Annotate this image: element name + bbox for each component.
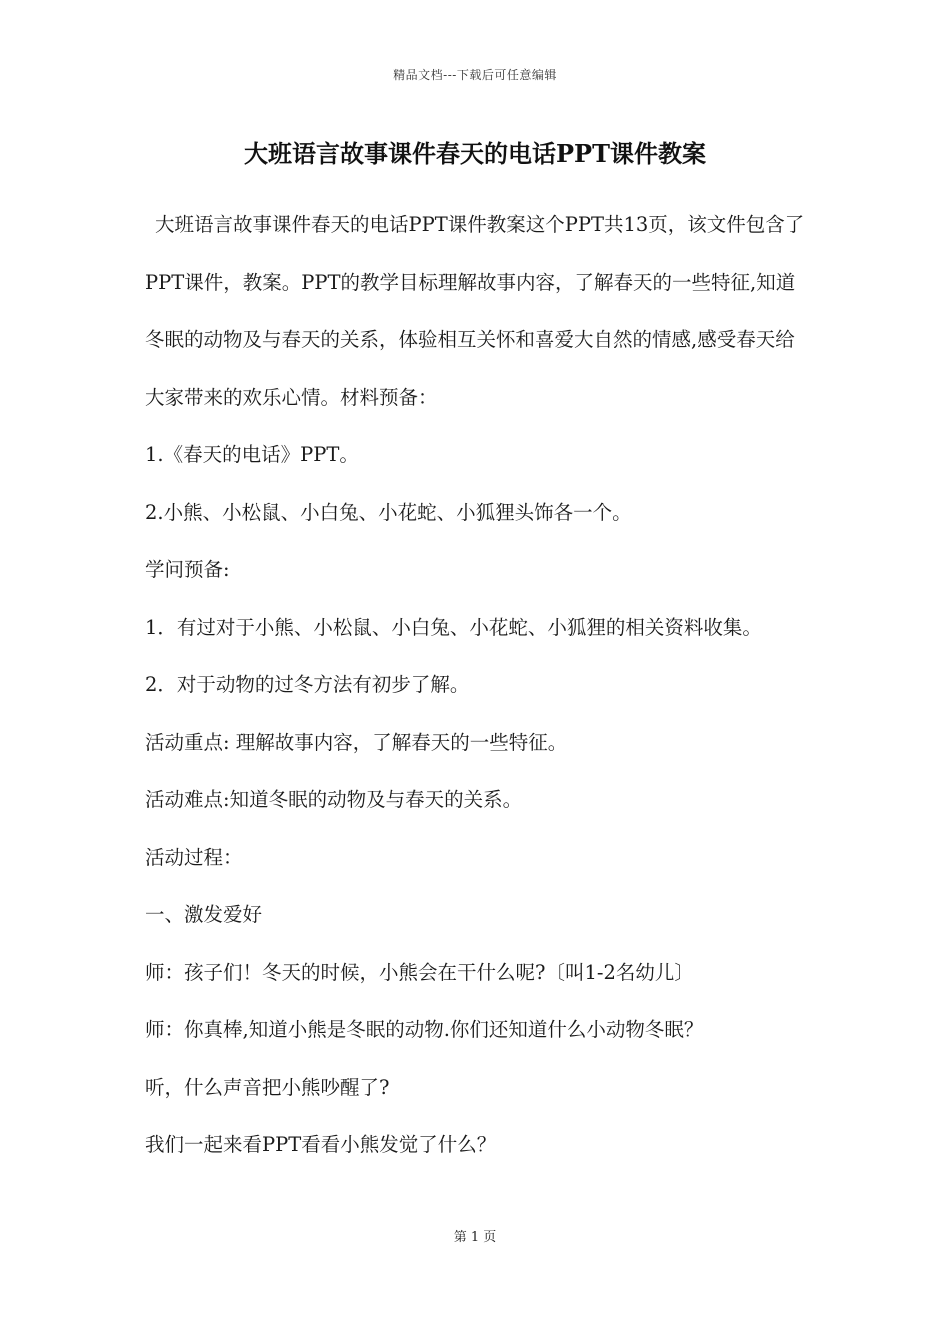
- document-body: [145, 196, 807, 1174]
- dialogue-line-1: 师：孩子们！冬天的时候，小熊会在干什么呢?〔叫1-2名幼儿〕: [145, 960, 694, 984]
- dialogue-line-3: 听，什么声音把小熊吵醒了?: [145, 1075, 390, 1099]
- process-heading: 活动过程：: [145, 845, 243, 869]
- key-point: 活动重点: 理解故事内容，了解春天的一些特征。: [145, 730, 568, 754]
- page-header: 精品文档---下载后可任意编辑: [393, 68, 557, 82]
- section-heading-1: 一、激发爱好: [145, 903, 263, 926]
- knowledge-item-2: 2．对于动物的过冬方法有初步了解。: [145, 673, 470, 696]
- material-item-1: 1.《春天的电话》PPT。: [145, 443, 359, 466]
- document-title: 大班语言故事课件春天的电话PPT课件教案: [244, 139, 706, 168]
- difficult-point: 活动难点:知道冬眠的动物及与春天的关系。: [145, 788, 523, 811]
- dialogue-line-2: 师：你真棒,知道小熊是冬眠的动物.你们还知道什么小动物冬眠？: [145, 1018, 704, 1041]
- knowledge-heading: 学问预备:: [145, 558, 230, 581]
- page-number: 第 1 页: [453, 1230, 497, 1245]
- dialogue-line-4: 我们一起来看PPT看看小熊发觉了什么？: [145, 1133, 497, 1156]
- intro-paragraph: 大班语言故事课件春天的电话PPT课件教案这个PPT共13页，该文件包含了PPT课件，教案。PPT的教学目标理解故事内容，了解春天的一些特征,知道冬眠的动物及与春天的关系，体验相互关怀和喜爱大自然的情感,感受春天给大家带来的欢乐心情。材料预备：: [145, 213, 805, 409]
- knowledge-item-1: 1．有过对于小熊、小松鼠、小白兔、小花蛇、小狐狸的相关资料收集。: [145, 615, 762, 639]
- material-item-2: 2.小熊、小松鼠、小白兔、小花蛇、小狐狸头饰各一个。: [145, 500, 632, 524]
